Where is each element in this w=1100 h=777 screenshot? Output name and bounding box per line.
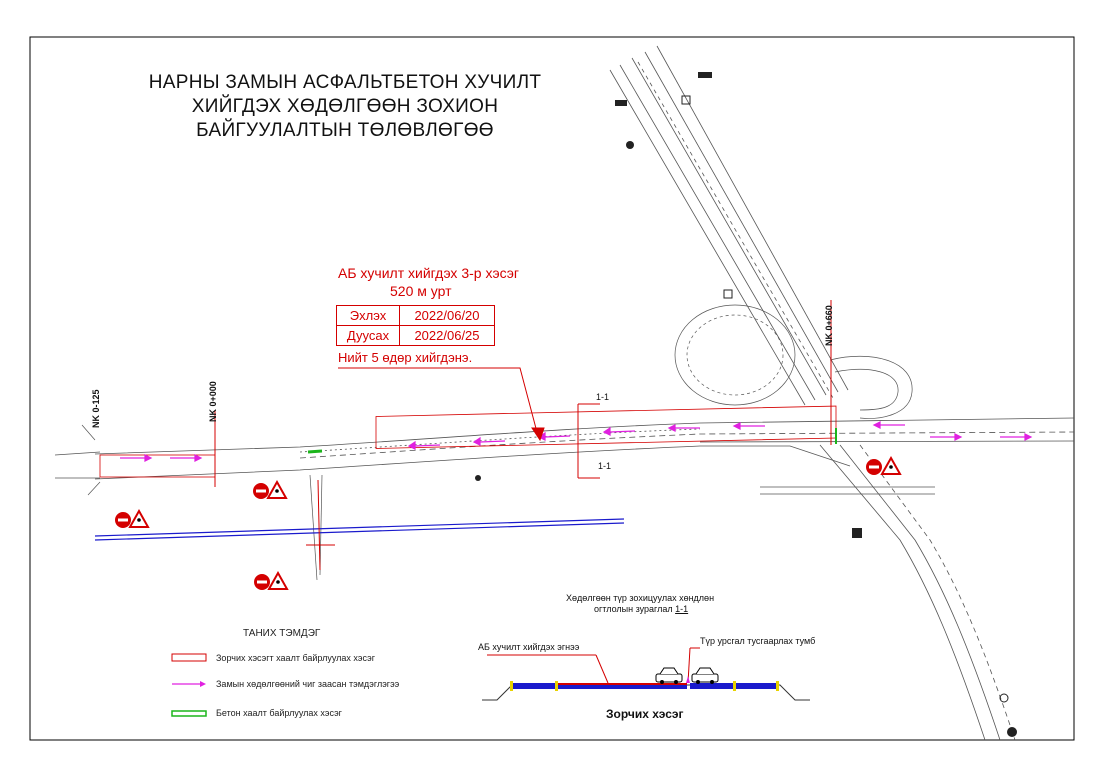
cross-caption-2 [594,604,688,614]
no-entry-sign-icon [115,512,131,528]
southeast-road [760,445,1015,740]
west-intersection [55,425,100,495]
legend-item-concrete: Бетон хаалт байрлуулах хэсэг [216,708,342,718]
cross-label-right: Түр урсгал тусгаарлах тумб [700,636,816,646]
cross-caption-1: Хөдөлгөөн түр зохицуулах хөндлөн [566,593,715,603]
legend-item-arrows: Замын хөдөлгөөний чиг заасан тэмдэглэгээ [216,679,400,689]
start-label: Эхлэх [337,306,400,326]
cut-marker [578,404,600,478]
car-icon [692,668,718,684]
cross-bottom-label: Зорчих хэсэг [606,707,684,721]
station-mid: NK 0+000 [208,381,218,422]
roadwork-sign-icon [130,511,148,527]
sheet-frame [30,37,1074,740]
end-label: Дуусах [337,326,400,346]
concrete-barrier-left [308,451,322,452]
no-entry-sign-icon [866,459,882,475]
main-road [95,418,1074,479]
interchange-loop [675,305,912,418]
signs [115,458,900,590]
schedule-row-end [337,326,495,346]
station-start: NK 0-125 [91,389,101,428]
no-entry-sign-icon [253,483,269,499]
no-entry-sign-icon [254,574,270,590]
section-heading: АБ хучилт хийгдэх 3-р хэсэг [338,265,519,281]
schedule-table [336,305,495,346]
car-icon [656,668,682,684]
cross-label-left: АБ хучилт хийгдэх эгнээ [478,642,580,652]
roadwork-sign-icon [882,458,900,474]
north-road [610,46,848,405]
legend-closure-swatch [172,654,206,661]
title-line-1: НАРНЫ ЗАМЫН АСФАЛЬТБЕТОН ХУЧИЛТ [148,72,542,93]
cross-section [482,648,810,700]
legend-title: ТАНИХ ТЭМДЭГ [243,628,321,639]
end-date: 2022/06/25 [400,326,495,346]
cut-label-bottom: 1-1 [598,461,612,471]
cross-caption-text: огтлолын зураглал [594,604,673,614]
schedule-row-start [337,306,495,326]
legend-item-closure: Зорчих хэсэгт хаалт байрлуулах хэсэг [216,653,375,663]
legend-concrete-swatch [172,711,206,716]
total-days: Нийт 5 өдөр хийгдэнэ. [338,350,473,365]
station-end: NK 0+660 [824,305,834,346]
roadwork-sign-icon [268,482,286,498]
legend-symbols [172,654,206,716]
start-date: 2022/06/20 [400,306,495,326]
blue-boundary [95,519,624,540]
title-line-2: ХИЙГДЭХ ХӨДӨЛГӨӨН ЗОХИОН [191,96,499,117]
cut-label-top: 1-1 [596,392,610,402]
section-length: 520 м урт [390,283,452,299]
roadwork-sign-icon [269,573,287,589]
title-line-3: БАЙГУУЛАЛТЫН ТӨЛӨВЛӨГӨӨ [196,120,494,141]
cross-caption-ref: 1-1 [675,604,689,614]
